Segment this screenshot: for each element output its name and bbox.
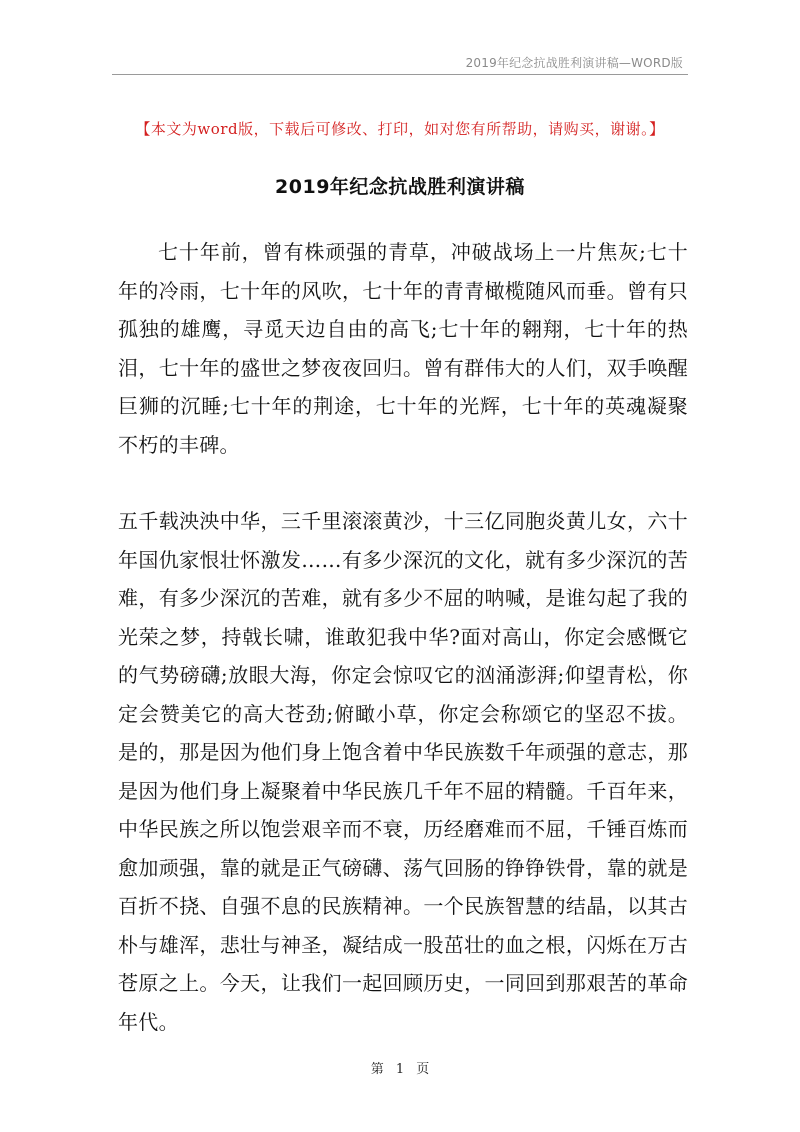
header-divider (112, 74, 688, 75)
page-number: 1 (395, 1062, 405, 1077)
paragraph-1: 七十年前，曾有株顽强的青草，冲破战场上一片焦灰;七十年的冷雨，七十年的风吹，七十年的青青橄榄随风而垂。曾有只孤独的雄鹰，寻觅天边自由的高飞;七十年的翱翔，七十年的热泪，七十年的盛世之梦夜夜回归。曾有群伟大的人们，双手唤醒巨狮的沉睡;七十年的荆途，七十年的光辉，七十年的英魂凝聚不朽的丰碑。 (118, 240, 688, 457)
purchase-notice: 【本文为word版，下载后可修改、打印，如对您有所帮助，请购买，谢谢。】 (135, 120, 665, 138)
document-body (118, 233, 688, 1041)
page-label-suffix: 页 (416, 1062, 430, 1077)
page-label-prefix: 第 (370, 1062, 384, 1077)
page-footer (0, 1058, 800, 1077)
running-header: 2019年纪念抗战胜利演讲稿—WORD版 (465, 56, 683, 70)
document-title: 2019年纪念抗战胜利演讲稿 (275, 176, 525, 198)
paragraph-2: 五千载泱泱中华，三千里滚滚黄沙，十三亿同胞炎黄儿女，六十年国仇家恨壮怀激发……有多少深沉的文化，就有多少深沉的苦难，有多少深沉的苦难，就有多少不屈的呐喊，是谁勾起了我的光荣之梦，持戟长啸，谁敢犯我中华?面对高山，你定会感慨它的气势磅礴;放眼大海，你定会惊叹它的汹涌澎湃;仰望青松，你定会赞美它的高大苍劲;俯瞰小草，你定会称颂它的坚忍不拔。是的，那是因为他们身上饱含着中华民族数千年顽强的意志，那是因为他们身上凝聚着中华民族几千年不屈的精髓。千百年来，中华民族之所以饱尝艰辛而不衰，历经磨难而不屈，千锤百炼而愈加顽强，靠的就是正气磅礴、荡气回肠的铮铮铁骨，靠的就是百折不挠、自强不息的民族精神。一个民族智慧的结晶，以其古朴与雄浑，悲壮与神圣，凝结成一股茁壮的血之根，闪烁在万古苍原之上。今天，让我们一起回顾历史，一同回到那艰苦的革命年代。 (118, 509, 688, 1034)
